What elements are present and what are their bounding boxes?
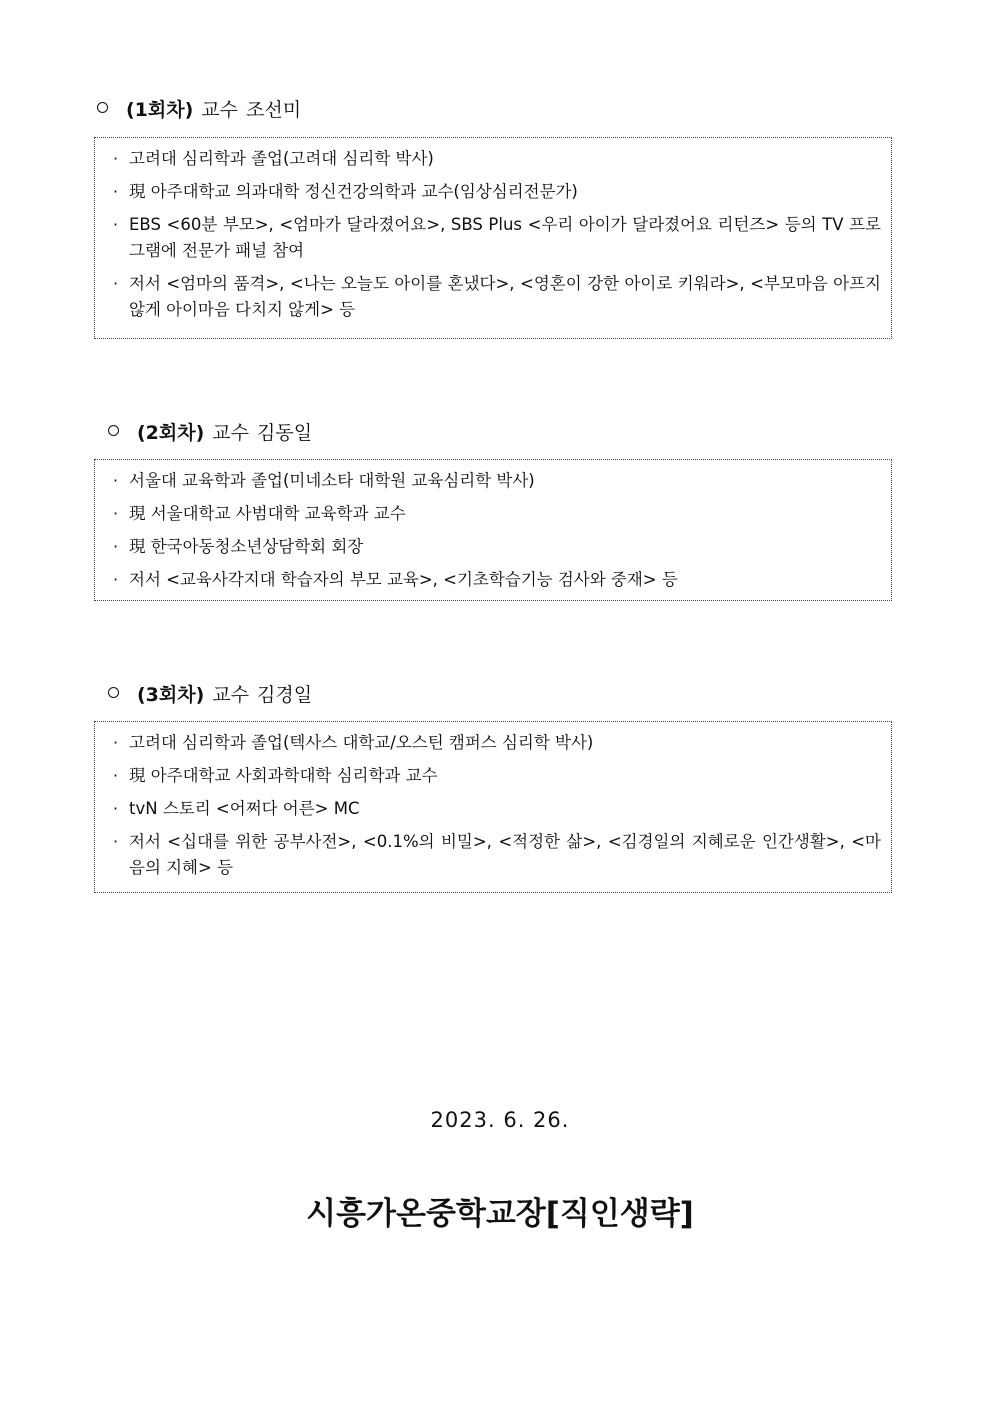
bullet-icon: ·	[113, 799, 119, 818]
list-item-text: tvN 스토리 <어쩌다 어른> MC	[129, 799, 360, 818]
bullet-icon: ·	[113, 504, 119, 523]
list-item	[109, 468, 881, 494]
list-item-text: 現 아주대학교 의과대학 정신건강의학과 교수(임상심리전문가)	[129, 182, 578, 201]
section-1-list	[109, 146, 881, 323]
section-3-box	[94, 721, 892, 893]
list-item	[109, 763, 881, 789]
list-item-text: 고려대 심리학과 졸업(고려대 심리학 박사)	[129, 149, 434, 168]
issuer-signature: 시흥가온중학교장[직인생략]	[306, 1196, 694, 1232]
bullet-icon: ·	[113, 570, 119, 589]
section-2-role: 교수	[212, 422, 250, 444]
section-1-heading	[97, 101, 301, 120]
circle-bullet-icon	[108, 687, 119, 698]
list-item	[109, 501, 881, 527]
bullet-icon: ·	[113, 182, 119, 201]
section-1-role: 교수	[201, 99, 239, 121]
list-item-text: 現 한국아동청소년상담학회 회장	[129, 537, 364, 556]
section-2-name: 김동일	[257, 422, 313, 444]
list-item	[109, 534, 881, 560]
section-1-name: 조선미	[246, 99, 302, 121]
list-item-text: 現 아주대학교 사회과학대학 심리학과 교수	[129, 766, 438, 785]
list-item	[109, 179, 881, 205]
bullet-icon: ·	[113, 215, 119, 234]
bullet-icon: ·	[113, 274, 119, 293]
circle-bullet-icon	[97, 102, 108, 113]
list-item	[109, 146, 881, 172]
list-item-text: 저서 <교육사각지대 학습자의 부모 교육>, <기초학습기능 검사와 중재> 등	[129, 570, 678, 589]
bullet-icon: ·	[113, 733, 119, 752]
bullet-icon: ·	[113, 832, 119, 851]
bullet-icon: ·	[113, 471, 119, 490]
list-item	[109, 730, 881, 756]
section-2-list	[109, 468, 881, 593]
list-item	[109, 212, 881, 264]
list-item-text: EBS <60분 부모>, <엄마가 달라졌어요>, SBS Plus <우리 아이가 달라졌어요 리턴즈> 등의 TV 프로그램에 전문가 패널 참여	[129, 215, 881, 260]
section-2-session: (2회차)	[137, 422, 205, 444]
list-item-text: 서울대 교육학과 졸업(미네소타 대학원 교육심리학 박사)	[129, 471, 535, 490]
document-date: 2023. 6. 26.	[430, 1108, 570, 1132]
bullet-icon: ·	[113, 149, 119, 168]
section-3-session: (3회차)	[137, 684, 205, 706]
bullet-icon: ·	[113, 537, 119, 556]
list-item-text: 저서 <엄마의 품격>, <나는 오늘도 아이를 혼냈다>, <영혼이 강한 아이로 키워라>, <부모마음 아프지 않게 아이마음 다치지 않게> 등	[129, 274, 881, 319]
list-item-text: 現 서울대학교 사범대학 교육학과 교수	[129, 504, 406, 523]
list-item	[109, 796, 881, 822]
section-2-box	[94, 459, 892, 601]
bullet-icon: ·	[113, 766, 119, 785]
circle-bullet-icon	[108, 425, 119, 436]
list-item	[109, 829, 881, 881]
section-3-role: 교수	[212, 684, 250, 706]
section-1-session: (1회차)	[126, 99, 194, 121]
list-item	[109, 271, 881, 323]
list-item-text: 저서 <십대를 위한 공부사전>, <0.1%의 비밀>, <적정한 삶>, <김경일의 지혜로운 인간생활>, <마음의 지혜> 등	[129, 832, 881, 877]
list-item	[109, 567, 881, 593]
section-3-list	[109, 730, 881, 881]
section-1-box	[94, 137, 892, 339]
list-item-text: 고려대 심리학과 졸업(텍사스 대학교/오스틴 캠퍼스 심리학 박사)	[129, 733, 594, 752]
section-3-name: 김경일	[257, 684, 313, 706]
section-3-heading	[108, 686, 312, 705]
section-2-heading	[108, 424, 312, 443]
